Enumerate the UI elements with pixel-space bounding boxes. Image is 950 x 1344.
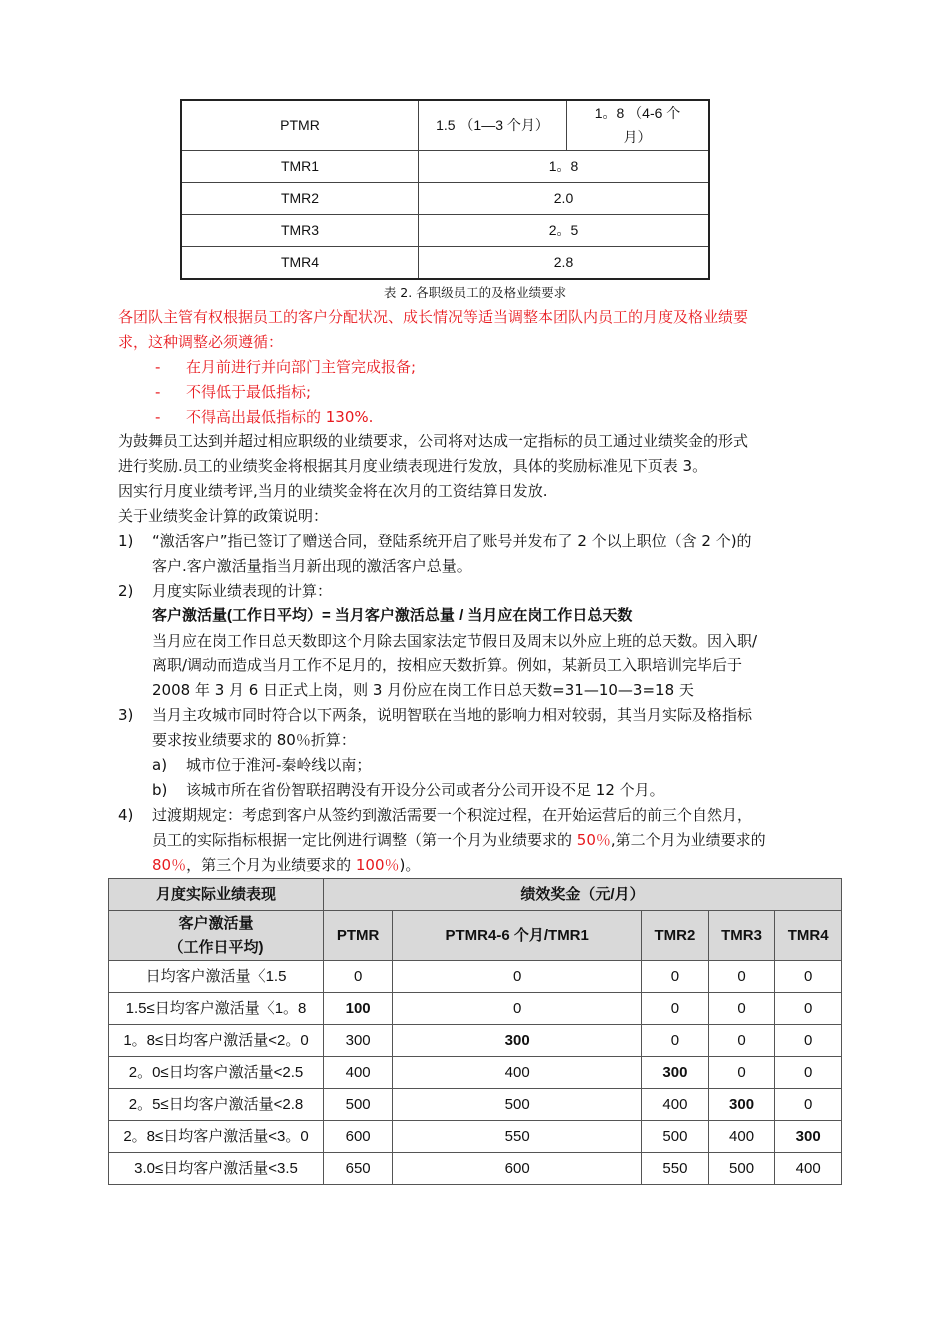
bonus-cell: 400 (642, 1089, 709, 1121)
level-cell: TMR4 (181, 246, 419, 279)
range-cell: 2。8≤日均客户激活量<3。0 (109, 1121, 324, 1153)
list-item-text: 当月主攻城市同时符合以下两条，说明智联在当地的影响力相对较弱，其当月实际及格指标 (152, 706, 753, 725)
header-text: （工作日平均) (168, 938, 264, 956)
list-item-text: )。 (399, 855, 421, 874)
table-row (109, 961, 842, 993)
bonus-cell: 0 (324, 961, 393, 993)
requirement-cell: 1。8 (419, 150, 710, 182)
bonus-cell: 100 (324, 993, 393, 1025)
list-number: 2) (118, 581, 134, 600)
list-number: 1) (118, 532, 134, 551)
highlight-percent: 100％ (355, 855, 400, 874)
bonus-cell: 300 (642, 1057, 709, 1089)
dash-bullet: - (155, 357, 161, 376)
dash-bullet: - (155, 382, 161, 401)
paragraph: 为鼓舞员工达到并超过相应职级的业绩要求，公司将对达成一定指标的员工通过业绩奖金的形式 (118, 432, 749, 451)
bonus-cell: 0 (393, 961, 642, 993)
bonus-cell: 500 (708, 1153, 775, 1185)
bonus-cell: 300 (708, 1089, 775, 1121)
bonus-cell: 500 (324, 1089, 393, 1121)
paragraph: 关于业绩奖金计算的政策说明： (118, 507, 329, 526)
bonus-cell: 550 (393, 1121, 642, 1153)
bonus-cell: 0 (775, 993, 842, 1025)
table-row (109, 1089, 842, 1121)
bonus-cell: 0 (708, 993, 775, 1025)
table-row (109, 1153, 842, 1185)
level-cell: TMR1 (181, 150, 419, 182)
list-item-text: 员工的实际指标根据一定比例进行调整（第一个月为业绩要求的 (152, 830, 577, 849)
sub-item-letter: b) (152, 780, 168, 799)
list-item-text: 月度实际业绩表现的计算： (152, 581, 333, 600)
bonus-cell: 0 (708, 961, 775, 993)
bonus-cell: 0 (393, 993, 642, 1025)
range-cell: 1.5≤日均客户激活量〈1。8 (109, 993, 324, 1025)
bonus-cell: 600 (393, 1153, 642, 1185)
qualification-table (180, 99, 710, 280)
bonus-cell: 400 (324, 1057, 393, 1089)
adjust-intro: 各团队主管有权根据员工的客户分配状况、成长情况等适当调整本团队内员工的月度及格业绩要 (118, 308, 749, 326)
header-cell (109, 911, 324, 961)
paragraph: 进行奖励.员工的业绩奖金将根据其月度业绩表现进行发放，具体的奖励标准见下页表 3。 (118, 457, 708, 476)
bonus-cell: 500 (393, 1089, 642, 1121)
range-cell: 2。5≤日均客户激活量<2.8 (109, 1089, 324, 1121)
table-row (181, 246, 709, 279)
bonus-cell: 550 (642, 1153, 709, 1185)
adjust-rule: 不得高出最低指标的 130%. (186, 407, 374, 426)
column-header: TMR2 (642, 911, 709, 961)
table-row (109, 993, 842, 1025)
bonus-cell: 0 (642, 993, 709, 1025)
table-row (181, 214, 709, 246)
list-number: 3) (118, 706, 134, 725)
requirement-cell: 2.0 (419, 182, 710, 214)
level-cell: TMR2 (181, 182, 419, 214)
column-header: TMR4 (775, 911, 842, 961)
requirement-cell: 1。8 （4-6 个月） (567, 100, 710, 150)
highlight-percent: 80％ (152, 855, 187, 874)
table-row (109, 1121, 842, 1153)
sub-item-text: 该城市所在省份智联招聘没有开设分公司或者分公司开设不足 12 个月。 (186, 780, 665, 799)
list-item-text: “激活客户”指已签订了赠送合同，登陆系统开启了账号并发布了 2 个以上职位（含 2 个)的 (152, 532, 752, 551)
column-header: PTMR4-6 个月/TMR1 (393, 911, 642, 961)
bonus-cell: 0 (642, 961, 709, 993)
adjust-rule: 在月前进行并向部门主管完成报备; (186, 357, 417, 376)
list-item-text: 客户.客户激活量指当月新出现的激活客户总量。 (152, 556, 472, 575)
header-cell: 绩效奖金（元/月） (324, 879, 842, 911)
formula: 客户激活量(工作日平均）= 当月客户激活总量 / 当月应在岗工作日总天数 (152, 606, 633, 624)
list-item-text: 过渡期规定：考虑到客户从签约到激活需要一个积淀过程，在开始运营后的前三个自然月， (152, 805, 753, 824)
bonus-cell: 300 (324, 1025, 393, 1057)
dash-bullet: - (155, 407, 161, 426)
list-item-text: 要求按业绩要求的 80％折算： (152, 731, 356, 750)
bonus-cell: 0 (775, 1025, 842, 1057)
sub-item-letter: a) (152, 756, 168, 775)
column-header: PTMR (324, 911, 393, 961)
highlight-percent: 50％ (576, 830, 611, 849)
list-item-text: 离职/调动而造成当月工作不足月的，按相应天数折算。例如，某新员工入职培训完毕后于 (152, 656, 743, 675)
table-row (109, 1025, 842, 1057)
requirement-cell: 1.5 （1—3 个月） (419, 100, 567, 150)
level-cell: PTMR (181, 100, 419, 150)
bonus-cell: 400 (708, 1121, 775, 1153)
range-cell: 1。8≤日均客户激活量<2。0 (109, 1025, 324, 1057)
table-row (181, 182, 709, 214)
header-text: 客户激活量 (178, 914, 254, 932)
requirement-cell: 2.8 (419, 246, 710, 279)
table-row (109, 1057, 842, 1089)
paragraph: 因实行月度业绩考评,当月的业绩奖金将在次月的工资结算日发放. (118, 482, 548, 501)
bonus-cell: 0 (708, 1057, 775, 1089)
adjust-rule: 不得低于最低指标; (186, 382, 312, 401)
bonus-cell: 600 (324, 1121, 393, 1153)
column-header: TMR3 (708, 911, 775, 961)
list-item-text: 当月应在岗工作日总天数即这个月除去国家法定节假日及周末以外应上班的总天数。因入职/ (152, 631, 758, 650)
bonus-cell: 300 (775, 1121, 842, 1153)
list-item-text: ，第三个月为业绩要求的 (186, 855, 356, 874)
range-cell: 日均客户激活量〈1.5 (109, 961, 324, 993)
table-header-row (109, 879, 842, 911)
bonus-table (108, 878, 842, 1185)
bonus-cell: 0 (708, 1025, 775, 1057)
level-cell: TMR3 (181, 214, 419, 246)
bonus-cell: 0 (775, 961, 842, 993)
range-cell: 3.0≤日均客户激活量<3.5 (109, 1153, 324, 1185)
bonus-cell: 0 (775, 1089, 842, 1121)
sub-item-text: 城市位于淮河-秦岭线以南； (186, 756, 372, 775)
bonus-cell: 0 (642, 1025, 709, 1057)
document-body (118, 305, 838, 877)
table-row (181, 100, 709, 150)
requirement-cell: 2。5 (419, 214, 710, 246)
table-caption: 表 2. 各职级员工的及格业绩要求 (383, 285, 567, 300)
header-cell: 月度实际业绩表现 (109, 879, 324, 911)
bonus-cell: 400 (393, 1057, 642, 1089)
bonus-cell: 0 (775, 1057, 842, 1089)
list-item-text: ,第二个月为业绩要求的 (610, 830, 766, 849)
range-cell: 2。0≤日均客户激活量<2.5 (109, 1057, 324, 1089)
bonus-cell: 500 (642, 1121, 709, 1153)
bonus-cell: 400 (775, 1153, 842, 1185)
list-number: 4) (118, 805, 134, 824)
table-row (181, 150, 709, 182)
adjust-intro: 求，这种调整必须遵循： (118, 332, 284, 351)
bonus-cell: 650 (324, 1153, 393, 1185)
bonus-cell: 300 (393, 1025, 642, 1057)
table-header-row (109, 911, 842, 961)
list-item-text: 2008 年 3 月 6 日正式上岗，则 3 月份应在岗工作日总天数=31—10—3=18 天 (152, 681, 694, 700)
